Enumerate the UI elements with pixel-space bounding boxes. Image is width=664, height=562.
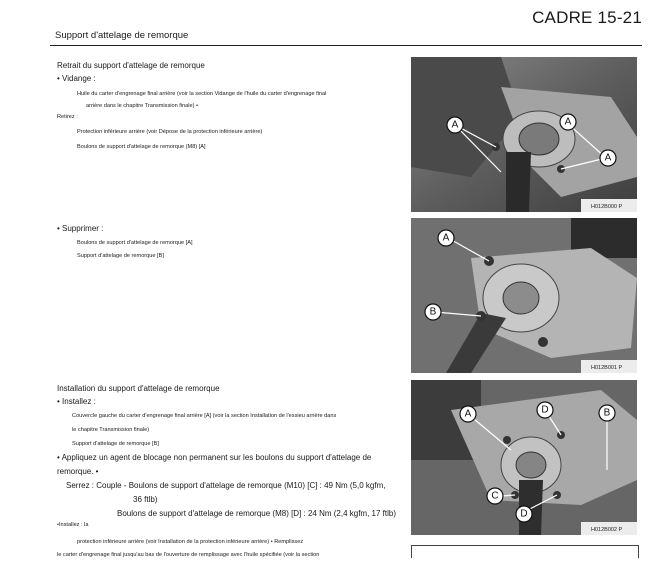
apply-line-2: remorque. • — [57, 467, 99, 476]
figure-label-a-1 — [447, 117, 463, 133]
torque-line-1: Serrez : Couple - Boulons de support d'attelage de remorque (M10) [C] : 49 Nm (5,0 kgfm, — [66, 481, 386, 490]
install-line-2: le chapitre Transmission finale) — [72, 427, 150, 433]
torque-line-2: 36 ftlb) — [133, 495, 158, 504]
figure-label-a-5 — [460, 406, 476, 422]
svg-text:A: A — [442, 232, 450, 244]
installez-la: •Installez : la — [57, 522, 89, 528]
install-line-3: Support d'attelage de remorque [B] — [72, 441, 159, 447]
svg-text:D: D — [541, 404, 549, 416]
retirez-item-2: Boulons de support d'attelage de remorque (M8) [A] — [77, 144, 206, 150]
svg-text:A: A — [604, 152, 612, 164]
figure-label-d-1 — [537, 402, 553, 418]
supprimer-item-1: Boulons de support d'attelage de remorque [A] — [77, 240, 193, 246]
supprimer-item-2: Support d'attelage de remorque [B] — [77, 253, 164, 259]
next-figure-frame — [411, 545, 639, 558]
figure-caption-1: H012B000 P — [591, 204, 623, 210]
install-heading: Installation du support d'attelage de remorque — [57, 384, 220, 393]
svg-text:A: A — [451, 119, 459, 131]
apply-line-1: • Appliquez un agent de blocage non permanent sur les boulons du support d'attelage de — [57, 453, 372, 462]
figure-label-a-2 — [560, 114, 576, 130]
figure-label-a-4 — [438, 230, 454, 246]
svg-text:B: B — [603, 407, 611, 419]
install-line-1: Couvercle gauche du carter d'engrenage final arrière [A] (voir la section Installation de l'essieu arrière dans — [72, 413, 337, 419]
page-title: CADRE 15-21 — [532, 8, 642, 27]
retirez-item-1: Protection inférieure arrière (voir Dépose de la protection inférieure arrière) — [77, 129, 263, 135]
figure-label-b-2 — [599, 405, 615, 421]
torque-line-3: Boulons de support d'attelage de remorque (M8) [D] : 24 Nm (2,4 kgfm, 17 ftlb) — [117, 509, 396, 518]
svg-text:B: B — [429, 306, 437, 318]
removal-heading: Retrait du support d'attelage de remorque — [57, 61, 205, 70]
vidange-line-2: arrière dans le chapitre Transmission finale) • — [86, 103, 199, 109]
figure-label-a-3 — [600, 150, 616, 166]
header-rule — [50, 45, 642, 46]
vidange-bullet: • Vidange : — [57, 74, 96, 83]
svg-text:A: A — [464, 408, 472, 420]
figure-photo-3 — [411, 380, 637, 535]
svg-text:A: A — [564, 116, 572, 128]
figure-photo-2 — [411, 218, 637, 373]
svg-text:C: C — [491, 490, 499, 502]
last-line-1: protection inférieure arrière (voir Installation de la protection inférieure arrière) • Remplissez — [77, 539, 304, 545]
section-title: Support d'attelage de remorque — [55, 30, 189, 41]
figure-photo-1 — [411, 57, 637, 212]
figure-caption-2: H012B001 P — [591, 365, 623, 371]
last-line-2: le carter d'engrenage final jusqu'au bas de l'ouverture de remplissage avec l'huile spécifiée (voir la section — [57, 552, 320, 558]
figure-label-b-1 — [425, 304, 441, 320]
svg-text:D: D — [520, 508, 528, 520]
vidange-line-1: Huile du carter d'engrenage final arrière (voir la section Vidange de l'huile du carter d'engrenage final — [77, 91, 327, 97]
figure-label-c-1 — [487, 488, 503, 504]
figure-label-d-2 — [516, 506, 532, 522]
retirez-label: Retirez : — [57, 114, 78, 120]
supprimer-bullet: • Supprimer : — [57, 224, 104, 233]
installez-bullet: • Installez : — [57, 397, 96, 406]
figure-caption-3: H012B002 P — [591, 527, 623, 533]
